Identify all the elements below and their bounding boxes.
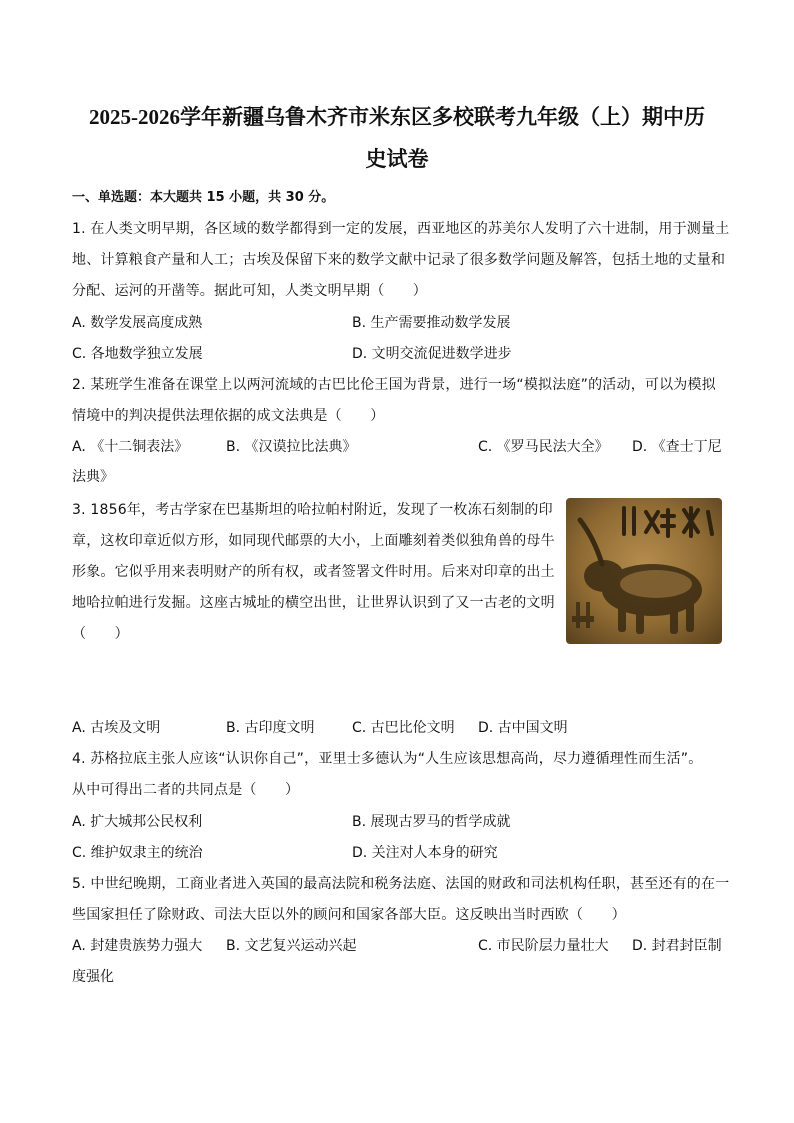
q1-stem-line: 分配、运河的开凿等。据此可知，人类文明早期（ ） (72, 283, 427, 299)
q4-option-d: D. 关注对人本身的研究 (352, 845, 498, 861)
q1-stem-line: 1. 在人类文明早期，各区域的数学都得到一定的发展，西亚地区的苏美尔人发明了六十进制，用于测量土 (72, 221, 730, 237)
q3-option-b: B. 古印度文明 (226, 720, 315, 736)
q4-option-b: B. 展现古罗马的哲学成就 (352, 814, 511, 830)
q5-option-b: B. 文艺复兴运动兴起 (226, 938, 357, 954)
q2-stem-line: 情境中的判决提供法理依据的成文法典是（ ） (72, 408, 385, 424)
q2-option-d-wrap: 法典》 (72, 469, 114, 485)
q1-option-d: D. 文明交流促进数学进步 (352, 346, 512, 362)
q5-option-d: D. 封君封臣制 (632, 938, 722, 954)
exam-title-line2: 史试卷 (365, 147, 429, 171)
exam-title-line1: 2025-2026学年新疆乌鲁木齐市米东区多校联考九年级（上）期中历 (89, 105, 705, 129)
section-heading: 一、单选题：本大题共 15 小题，共 30 分。 (72, 190, 335, 205)
q2-stem-line: 2. 某班学生准备在课堂上以两河流域的古巴比伦王国为背景，进行一场“模拟法庭”的活动，可以为模拟 (72, 377, 716, 393)
q3-stem-line: 形象。它似乎用来表明财产的所有权，或者签署文件时用。后来对印章的出土 (72, 564, 555, 580)
q5-option-c: C. 市民阶层力量壮大 (478, 938, 609, 954)
q2-option-a: A. 《十二铜表法》 (72, 439, 189, 455)
q4-stem-line: 从中可得出二者的共同点是（ ） (72, 782, 300, 798)
q3-stem-line: （ ） (72, 626, 129, 642)
q3-stem-line: 章，这枚印章近似方形，如同现代邮票的大小，上面雕刻着类似独角兽的母牛 (72, 533, 555, 549)
q2-option-d: D. 《查士丁尼 (632, 439, 722, 455)
q4-option-c: C. 维护奴隶主的统治 (72, 845, 203, 861)
q3-option-c: C. 古巴比伦文明 (352, 720, 455, 736)
q3-stem-line: 地哈拉帕进行发掘。这座古城址的横空出世，让世界认识到了又一古老的文明 (72, 595, 555, 611)
q1-option-a: A. 数学发展高度成熟 (72, 315, 203, 331)
q4-stem-line: 4. 苏格拉底主张人应该“认识你自己”，亚里士多德认为“人生应该思想高尚，尽力遵循理性而生活”。 (72, 751, 703, 767)
q3-option-d: D. 古中国文明 (478, 720, 568, 736)
q1-option-c: C. 各地数学独立发展 (72, 346, 203, 362)
q3-stem-line: 3. 1856年，考古学家在巴基斯坦的哈拉帕村附近，发现了一枚冻石刻制的印 (72, 502, 553, 518)
q4-option-a: A. 扩大城邦公民权利 (72, 814, 203, 830)
q5-option-d-wrap: 度强化 (72, 969, 114, 985)
q1-option-b: B. 生产需要推动数学发展 (352, 315, 511, 331)
q3-option-a: A. 古埃及文明 (72, 720, 161, 736)
q2-option-b: B. 《汉谟拉比法典》 (226, 439, 357, 455)
q5-stem-line: 5. 中世纪晚期，工商业者进入英国的最高法院和税务法庭、法国的财政和司法机构任职，甚至还有的在一 (72, 876, 730, 892)
q5-option-a: A. 封建贵族势力强大 (72, 938, 203, 954)
q1-stem-line: 地、计算粮食产量和人工；古埃及保留下来的数学文献中记录了很多数学问题及解答，包括土地的丈量和 (72, 252, 726, 268)
indus-seal-image (566, 498, 722, 644)
q2-option-c: C. 《罗马民法大全》 (478, 439, 609, 455)
q5-stem-line: 些国家担任了除财政、司法大臣以外的顾问和国家各部大臣。这反映出当时西欧（ ） (72, 907, 626, 923)
